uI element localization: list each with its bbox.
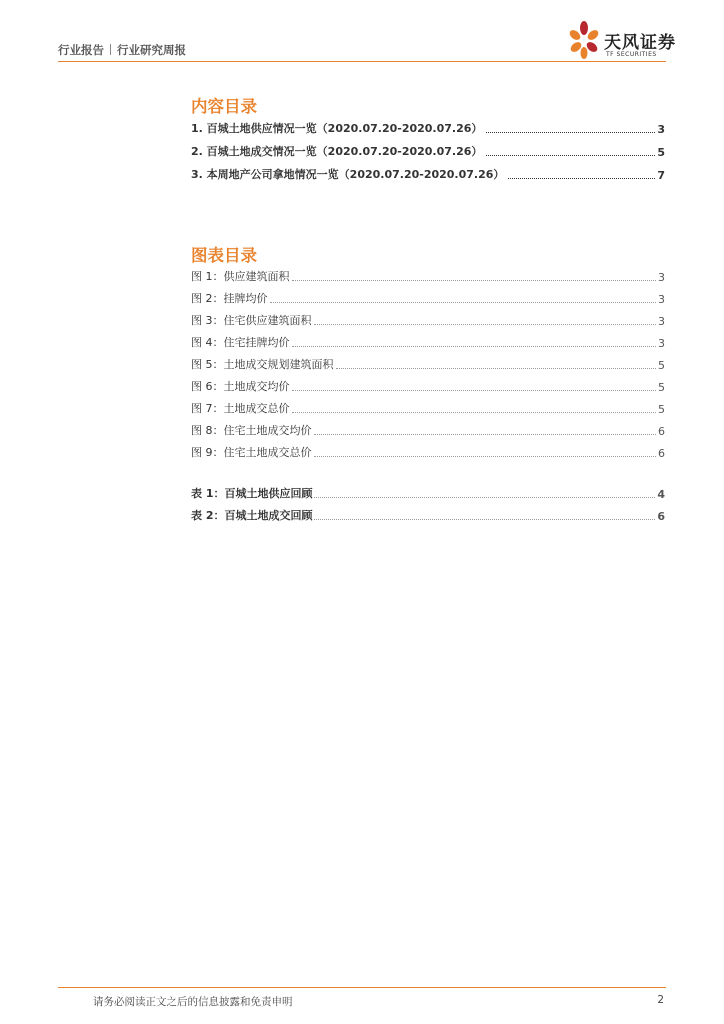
figure-entry[interactable] [191,269,665,284]
table-entry[interactable] [191,486,665,501]
toc-entry[interactable] [191,120,665,136]
leader-dots [486,132,655,133]
figure-entry-page: 3 [658,315,665,328]
figure-entry-page: 3 [658,337,665,350]
figure-entry-text: 图 3：住宅供应建筑面积 [191,314,312,327]
leader-dots [292,346,657,347]
leader-dots [314,434,657,435]
table-entry[interactable] [191,508,665,523]
page-number: 2 [657,994,664,1006]
logo-name-cn: 天风证券 [604,33,676,53]
figure-entry-text: 图 2：挂牌均价 [191,292,268,305]
leader-dots [486,155,655,156]
header-subcategory: 行业研究周报 [117,43,186,57]
footer-divider [58,987,666,988]
figure-entry-text: 图 4：住宅挂牌均价 [191,336,290,349]
toc-entry[interactable] [191,166,665,182]
leader-dots [292,412,657,413]
header-separator [110,44,111,55]
figures-title: 图表目录 [191,246,257,265]
figure-entry-text: 图 6：土地成交均价 [191,380,290,393]
leader-dots [508,178,655,179]
toc-entry-page: 5 [657,146,665,159]
footer-disclaimer: 请务必阅读正文之后的信息披露和免责申明 [93,996,293,1008]
figure-entry[interactable] [191,291,665,306]
figure-entry-text: 图 9：住宅土地成交总价 [191,446,312,459]
toc-entry-text: 1. 百城土地供应情况一览（2020.07.20-2020.07.26） [191,122,483,135]
table-entry-page: 6 [657,510,665,523]
figure-entry-page: 5 [658,381,665,394]
leader-dots [336,368,657,369]
logo-name-en: TF SECURITIES [606,51,657,58]
figure-entry-text: 图 7：土地成交总价 [191,402,290,415]
figure-entry[interactable] [191,445,665,460]
leader-dots [314,519,655,520]
figure-entry-page: 3 [658,271,665,284]
figure-entry-page: 3 [658,293,665,306]
leader-dots [292,280,657,281]
figure-entry[interactable] [191,423,665,438]
figure-entry-page: 6 [658,425,665,438]
leader-dots [292,390,657,391]
header-category: 行业报告 [58,43,104,57]
table-entry-text: 表 1：百城土地供应回顾 [191,487,313,500]
toc-entry-page: 7 [657,169,665,182]
leader-dots [314,324,657,325]
header-divider [58,61,666,62]
figure-entry-page: 5 [658,403,665,416]
flower-logo-icon [566,20,602,60]
figure-entry[interactable] [191,335,665,350]
figure-entry[interactable] [191,379,665,394]
leader-dots [314,456,657,457]
toc-entry-text: 3. 本周地产公司拿地情况一览（2020.07.20-2020.07.26） [191,168,505,181]
figure-entry[interactable] [191,357,665,372]
figure-entry-page: 5 [658,359,665,372]
toc-entry[interactable] [191,143,665,159]
header-breadcrumb [58,42,186,58]
figure-entry-text: 图 1：供应建筑面积 [191,270,290,283]
contents-title: 内容目录 [191,97,257,116]
figure-entry-text: 图 8：住宅土地成交均价 [191,424,312,437]
toc-entry-page: 3 [657,123,665,136]
toc-entry-text: 2. 百城土地成交情况一览（2020.07.20-2020.07.26） [191,145,483,158]
table-entry-text: 表 2：百城土地成交回顾 [191,509,313,522]
leader-dots [314,497,655,498]
figure-entry[interactable] [191,401,665,416]
company-logo [566,20,676,60]
leader-dots [270,302,657,303]
figure-entry-text: 图 5：土地成交规划建筑面积 [191,358,334,371]
table-entry-page: 4 [657,488,665,501]
figure-entry-page: 6 [658,447,665,460]
figure-entry[interactable] [191,313,665,328]
